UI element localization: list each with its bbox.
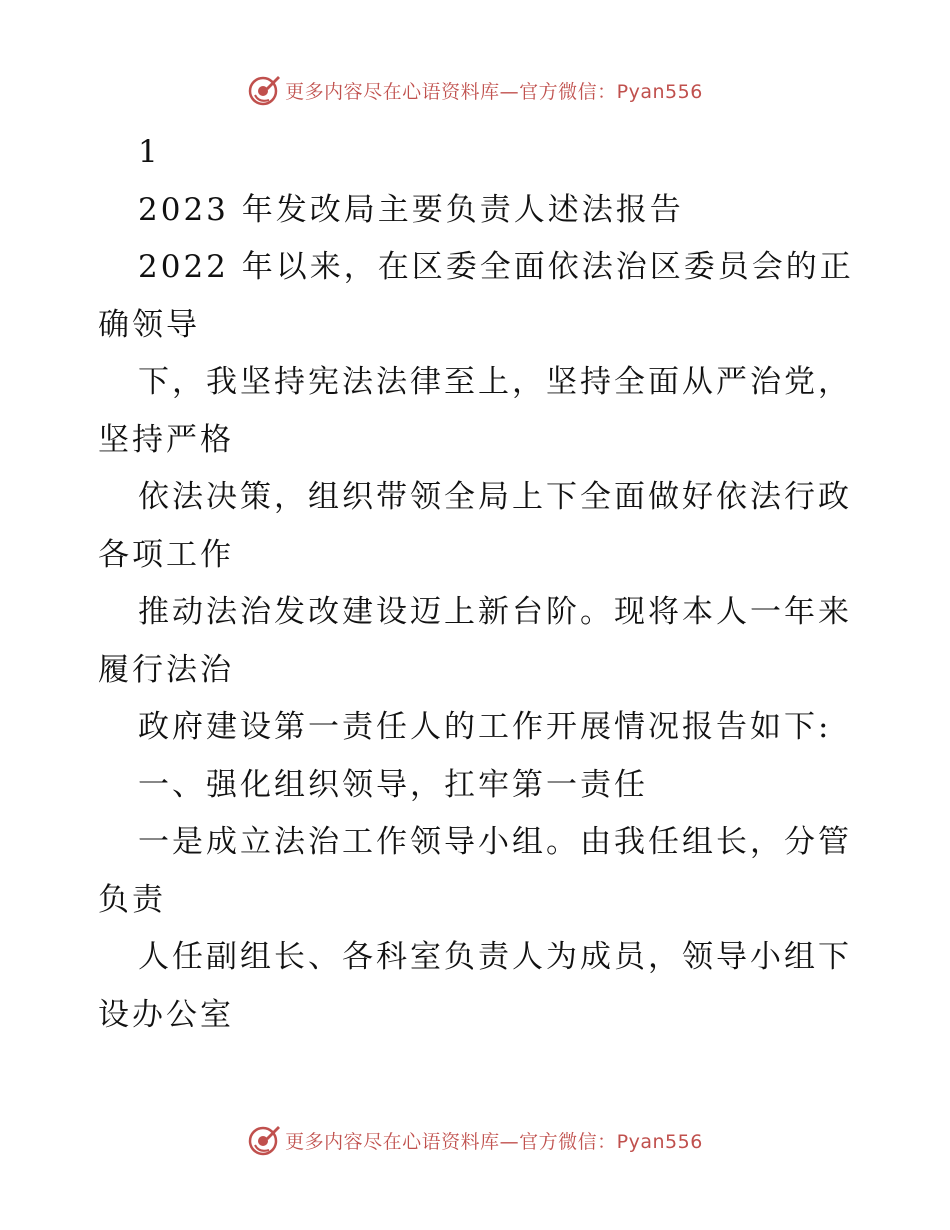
pen-seal-logo-icon: [247, 1123, 281, 1157]
text-line: 2023 年发改局主要负责人述法报告: [138, 191, 684, 228]
document-body: [98, 124, 858, 1044]
text-line: 下，我坚持宪法法律至上，坚持全面从严治党，: [138, 364, 852, 400]
text-line: 负责: [98, 881, 166, 918]
text-line: 坚持严格: [98, 421, 234, 458]
watermark-text: 更多内容尽在心语资料库—官方微信：Pyan556: [285, 1130, 703, 1153]
text-line: 确领导: [98, 306, 200, 343]
text-line: 2022 年以来，在区委全面依法治区委员会的正: [138, 249, 854, 285]
text-line: 履行法治: [98, 651, 234, 688]
watermark-text: 更多内容尽在心语资料库—官方微信：Pyan556: [285, 80, 703, 103]
text-line: 政府建设第一责任人的工作开展情况报告如下:: [138, 709, 832, 745]
header-watermark: [0, 72, 950, 108]
text-line: 人任副组长、各科室负责人为成员，领导小组下: [138, 939, 852, 975]
text-line: 推动法治发改建设迈上新台阶。现将本人一年来: [138, 594, 852, 630]
text-line: 设办公室: [98, 996, 234, 1033]
footer-watermark: [0, 1122, 950, 1158]
text-line: 依法决策，组织带领全局上下全面做好依法行政: [138, 479, 852, 515]
text-line: 一是成立法治工作领导小组。由我任组长，分管: [138, 824, 852, 860]
pen-seal-logo-icon: [247, 73, 281, 107]
text-line: 1: [138, 134, 161, 170]
text-line: 各项工作: [98, 536, 234, 573]
text-line: 一、强化组织领导，扛牢第一责任: [138, 766, 648, 803]
